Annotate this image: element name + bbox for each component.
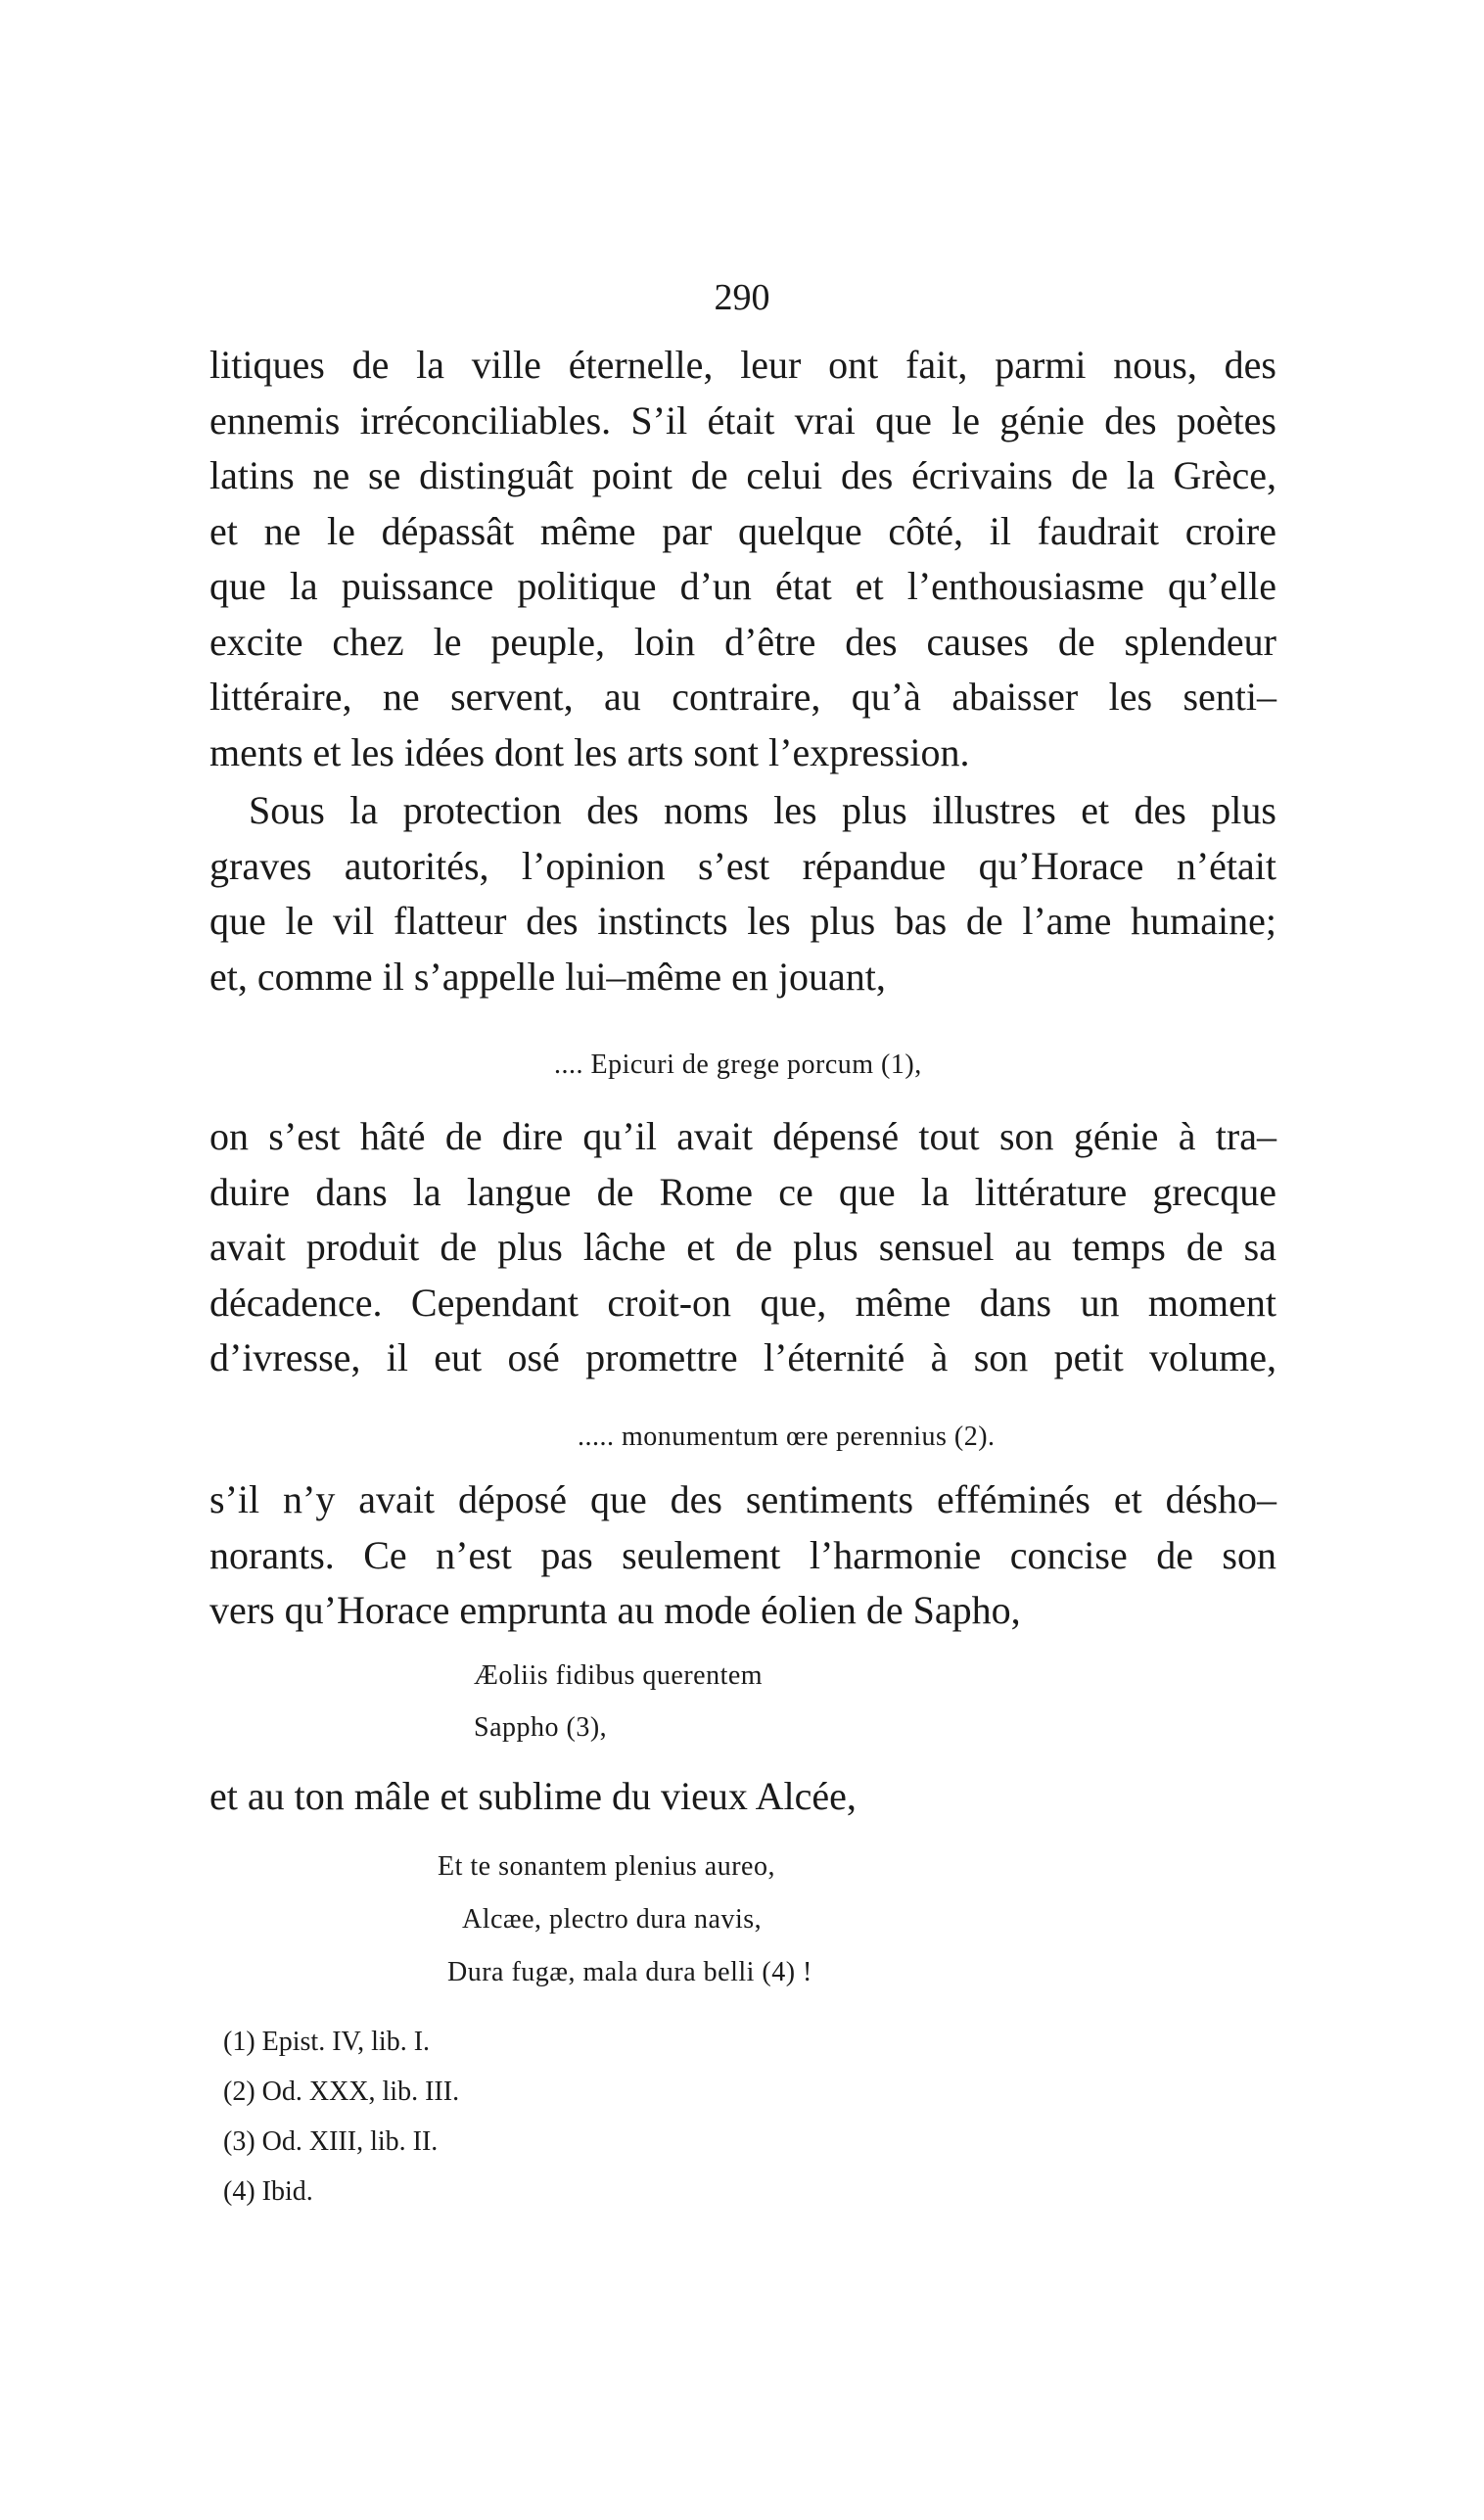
quotation-aeoliis-line-2: Sappho (3), [474, 1712, 608, 1743]
text-line: vers qu’Horace emprunta au mode éolien de Sapho, [209, 1588, 1021, 1632]
quotation-monumentum: ..... monumentum œre perennius (2). [578, 1422, 996, 1452]
text-line: Sous la protection des noms les plus illustres et des plus [249, 788, 1276, 832]
text-line: norants. Ce n’est pas seulement l’harmonie concise de son [209, 1532, 1276, 1577]
paragraph-5 [209, 1769, 1276, 1825]
text-line: d’ivresse, il eut osé promettre l’éternité à son petit volume, [209, 1335, 1276, 1379]
text-line: litiques de la ville éternelle, leur ont fait, parmi nous, des [209, 343, 1276, 387]
text-line: on s’est hâté de dire qu’il avait dépensé tout son génie à tra– [209, 1114, 1276, 1158]
paragraph-3 [209, 1109, 1276, 1386]
text-line: et au ton mâle et sublime du vieux Alcée, [209, 1774, 857, 1818]
footnote-1: (1) Epist. IV, lib. I. [223, 2027, 431, 2057]
quotation-alcaeus-line-1: Et te sonantem plenius aureo, [438, 1851, 775, 1882]
quotation-aeoliis-line-1: Æoliis fidibus querentem [474, 1660, 764, 1691]
quotation-alcaeus-line-2: Alcæe, plectro dura navis, [462, 1904, 763, 1935]
text-line: s’il n’y avait déposé que des sentiments efféminés et désho– [209, 1477, 1276, 1521]
text-line: décadence. Cependant croit-on que, même dans un moment [209, 1280, 1276, 1325]
text-line: duire dans la langue de Rome ce que la littérature grecque [209, 1169, 1276, 1214]
text-line: littéraire, ne servent, au contraire, qu’à abaisser les senti– [209, 675, 1276, 719]
footnote-2: (2) Od. XXX, lib. III. [223, 2077, 460, 2107]
text-line: que le vil flatteur des instincts les plus bas de l’ame humaine; [209, 899, 1276, 943]
footnote-4: (4) Ibid. [223, 2176, 313, 2207]
footnote-3: (3) Od. XIII, lib. II. [223, 2126, 439, 2157]
text-line: graves autorités, l’opinion s’est répandue qu’Horace n’était [209, 843, 1276, 888]
text-line: ennemis irréconciliables. S’il était vrai que le génie des poètes [209, 397, 1276, 443]
text-line: et, comme il s’appelle lui–même en jouant, [209, 954, 886, 999]
text-line: que la puissance politique d’un état et l’enthousiasme qu’elle [209, 564, 1276, 608]
page-number: 290 [714, 277, 770, 318]
quotation-alcaeus-line-3: Dura fugæ, mala dura belli (4) ! [447, 1957, 812, 1987]
text-line: et ne le dépassât même par quelque côté, il faudrait croire [209, 508, 1276, 553]
paragraph-1 [209, 338, 1276, 780]
text-line: avait produit de plus lâche et de plus sensuel au temps de sa [209, 1225, 1276, 1269]
quotation-epicuri: .... Epicuri de grege porcum (1), [554, 1050, 922, 1080]
text-line: latins ne se distinguât point de celui des écrivains de la Grèce, [209, 453, 1276, 497]
paragraph-2 [209, 783, 1276, 1004]
text-line: excite chez le peuple, loin d’être des causes de splendeur [209, 619, 1276, 664]
text-line: ments et les idées dont les arts sont l’expression. [209, 729, 970, 774]
paragraph-4 [209, 1472, 1276, 1639]
